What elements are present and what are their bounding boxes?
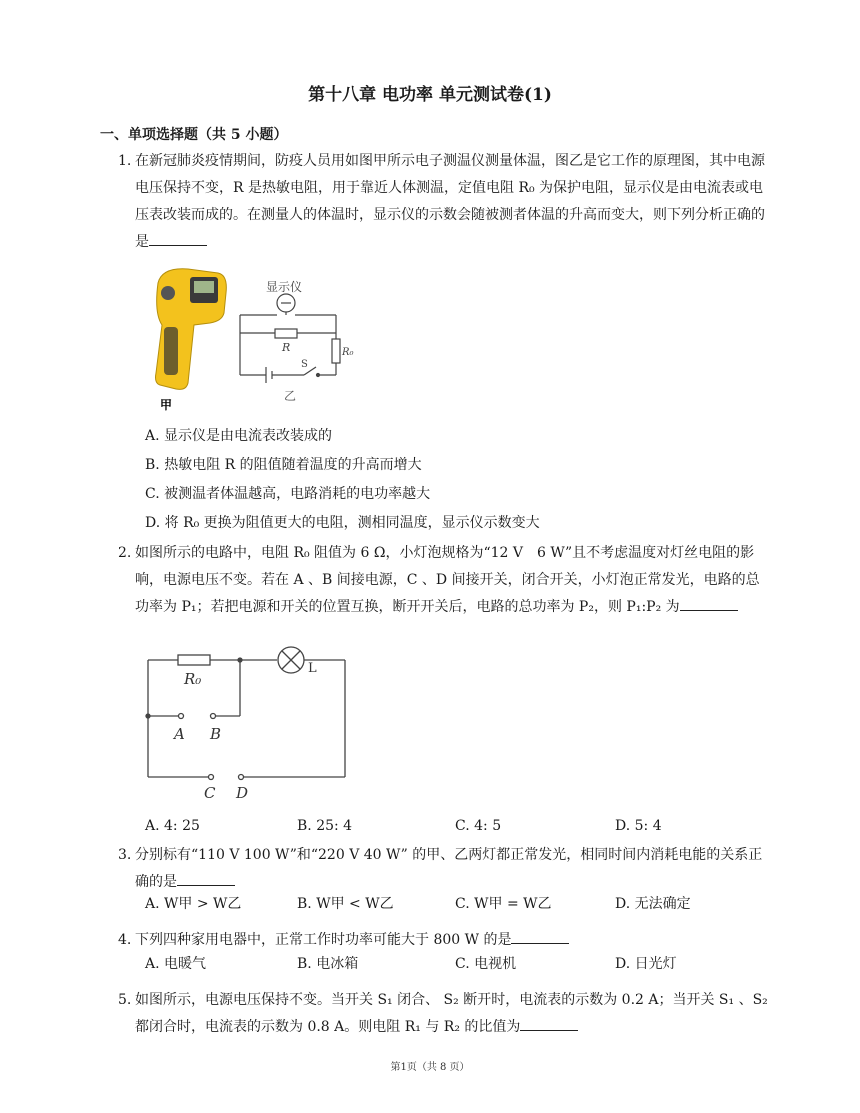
answer-blank [177, 871, 235, 886]
fig-label-jia: 甲 [160, 398, 173, 412]
figure-1 [148, 263, 378, 413]
fig-R0-label: R₀ [342, 347, 354, 358]
q3-option-b: B. W甲 < W乙 [297, 896, 394, 912]
q4-option-c: C. 电视机 [455, 956, 517, 972]
fig-S-label: S [301, 359, 308, 370]
question-text: 在新冠肺炎疫情期间，防疫人员用如图甲所示电子测温仪测量体温，图乙是它工作的原理图，其中电源电压保持不变，R 是热敏电阻，用于靠近人体测温，定值电阻 R₀ 为保护电阻，显示仪是由电流表或电压表改装而成的。在测量人的体温时，显示仪的示数会随被测者体温的升高而变大，则下列分析正确的是 [135, 153, 765, 250]
question-number: 2. [118, 545, 132, 561]
question-5 [118, 987, 768, 1041]
answer-blank [149, 231, 207, 246]
q1-option-b: B. 热敏电阻 R 的阻值随着温度的升高而增大 [145, 457, 422, 473]
fig2-L-label: L [308, 661, 317, 676]
fig2-A-label: A [174, 725, 185, 743]
question-number: 5. [118, 992, 132, 1008]
display-label: 显示仪 [266, 280, 303, 294]
section-heading: 一、单项选择题（共 5 小题） [100, 127, 288, 143]
q3-option-a: A. W甲 > W乙 [145, 896, 242, 912]
q2-option-d: D. 5: 4 [615, 818, 662, 834]
q1-option-d: D. 将 R₀ 更换为阻值更大的电阻，测相同温度，显示仪示数变大 [145, 515, 540, 531]
page-title: 第十八章 电功率 单元测试卷(1) [308, 85, 552, 105]
q3-option-d: D. 无法确定 [615, 896, 691, 912]
question-text: 下列四种家用电器中，正常工作时功率可能大于 800 W 的是 [135, 932, 512, 948]
q4-option-b: B. 电冰箱 [297, 956, 359, 972]
answer-blank [520, 1016, 578, 1031]
question-text: 如图所示，电源电压保持不变。当开关 S₁ 闭合、 S₂ 断开时，电流表的示数为 0.2 A；当开关 S₁ 、S₂ 都闭合时，电流表的示数为 0.8 A。则电阻 R₁ 与 R₂ 的比值为 [135, 992, 768, 1035]
fig2-B-label: B [210, 725, 222, 743]
q2-option-b: B. 25: 4 [297, 818, 353, 834]
q4-option-d: D. 日光灯 [615, 956, 677, 972]
fig-R-label: R [282, 341, 291, 354]
page-footer: 第1页（共 8 页） [390, 1062, 470, 1073]
answer-blank [511, 929, 569, 944]
fig-label-yi: 乙 [284, 389, 297, 403]
q4-option-a: A. 电暖气 [145, 956, 207, 972]
fig2-R0-label: R₀ [184, 670, 202, 688]
question-number: 4. [118, 932, 132, 948]
circuit-diagram [240, 280, 340, 383]
q1-option-c: C. 被测温者体温越高，电路消耗的电功率越大 [145, 486, 431, 502]
question-2 [118, 540, 768, 621]
question-number: 3. [118, 847, 132, 863]
question-1 [118, 148, 768, 256]
thermometer-icon [156, 269, 227, 390]
figure-2 [140, 642, 350, 804]
q3-option-c: C. W甲 = W乙 [455, 896, 552, 912]
fig2-C-label: C [204, 784, 216, 802]
fig2-D-label: D [236, 784, 249, 802]
thermometer-circuit-figure [148, 263, 378, 413]
question-4 [118, 927, 768, 954]
circuit-figure-2 [140, 642, 350, 804]
answer-blank [680, 596, 738, 611]
question-number: 1. [118, 153, 132, 169]
question-3 [118, 842, 768, 896]
question-text: 如图所示的电路中，电阻 R₀ 阻值为 6 Ω，小灯泡规格为“12 V 6 W”且不考虑温度对灯丝电阻的影响，电源电压不变。若在 A 、B 间接电源，C 、D 间接开关，闭合开关，小灯泡正常发光，电路的总功率为 P₁；若把电源和开关的位置互换，断开开关后，电路的总功率为 P₂，则 P₁:P₂ 为 [135, 545, 760, 615]
question-text: 分别标有“110 V 100 W”和“220 V 40 W” 的甲、乙两灯都正常发光，相同时间内消耗电能的关系正确的是 [135, 847, 763, 890]
q1-option-a: A. 显示仪是由电流表改装成的 [145, 428, 333, 444]
q2-option-c: C. 4: 5 [455, 818, 502, 834]
q2-option-a: A. 4: 25 [145, 818, 200, 834]
